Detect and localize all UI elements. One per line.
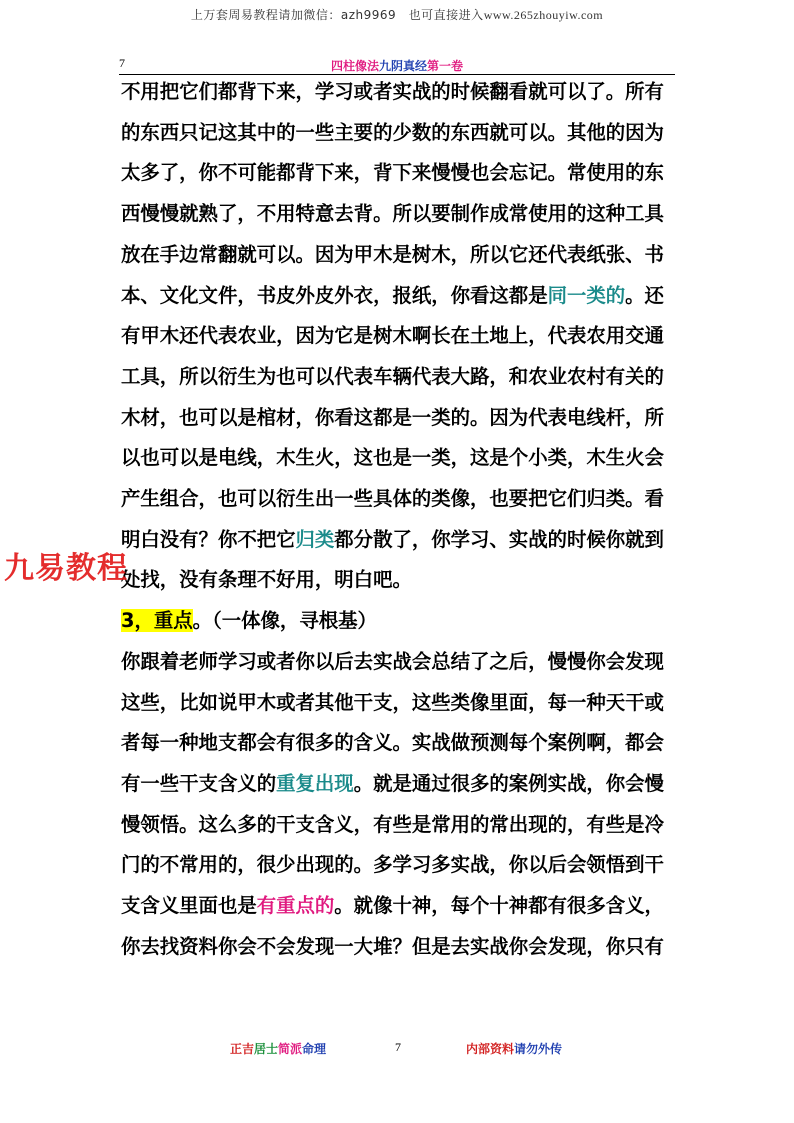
paragraph-1-text-c: 都分散了，你学习、实战的时候你就到处找，没有条理不好用，明白吧。 [121,527,664,592]
top-banner [0,6,794,23]
footer-left-part4: 命理 [302,1042,327,1056]
footer-left [230,1040,326,1057]
footer-right-part2: 请勿外传 [514,1042,563,1056]
paragraph-1-text-b: 。还有甲木还代表农业，因为它是树木啊长在土地上，代表农用交通工具，所以衍生为也可以代表车辆代表大路，和农业农村有关的木材，也可以是棺材，你看这都是一类的。因为代表电线杆，所以也可以是电线，木生火，这也是一类，这是个小类，木生火会产生组合，也可以衍生出一些具体的类像，也要把它们归类。看明白没有？你不把它 [121,283,664,551]
page-footer [0,1040,794,1060]
header-title-part2: 九阴真经 [378,59,427,73]
header-page-number: 7 [119,56,125,70]
paragraph-2-text-b: 。就是通过很多的案例实战，你会慢慢领悟。这么多的干支含义，有些是常用的常出现的，有些是冷门的不常用的，很少出现的。多学习多实战，你以后会领悟到干支含义里面也是 [121,771,664,918]
header-title-part1: 四柱像法 [330,59,379,73]
footer-page-number: 7 [395,1040,401,1054]
paragraph-2-text-a: 你跟着老师学习或者你以后去实战会总结了之后，慢慢你会发现这些，比如说甲木或者其他干支，这些类像里面，每一种天干或者每一种地支都会有很多的含义。实战做预测每个案例啊，都会有一些干支含义的 [121,649,664,795]
section-title: 重点 [153,609,193,633]
page-body [121,72,681,967]
paragraph-2-text-c: 。就像十神，每个十神都有很多含义，你去找资料你会不会发现一大堆？但是去实战你会发现，你只有 [121,894,664,958]
footer-right-part1: 内部资料 [466,1042,515,1056]
banner-text: 上万套周易教程请加微信：azh9969 也可直接进入 [190,8,484,22]
footer-right [466,1040,562,1057]
footer-left-part2: 居士 [254,1042,279,1056]
paragraph-1-highlight-a: 同一类的 [547,283,626,307]
paragraph-1 [121,72,681,601]
paragraph-1-text-a: 不用把它们都背下来，学习或者实战的时候翻看就可以了。所有的东西只记这其中的一些主要的少数的东西就可以。其他的因为太多了，你不可能都背下来，背下来慢慢也会忘记。常使用的东西慢慢就熟了，不用特意去背。所以要制作成常使用的这种工具放在手边常翻就可以。因为甲木是树木，所以它还代表纸张、书本、文化文件，书皮外皮外衣，报纸，你看这都是 [121,80,664,307]
section-heading [121,601,681,642]
footer-left-part1: 正吉 [230,1042,255,1056]
section-note: 。（一体像，寻根基） [192,609,377,633]
banner-url[interactable]: www.265zhouyiw.com [483,8,604,22]
paragraph-2-highlight-b: 有重点的 [256,894,335,918]
footer-left-part3: 简派 [278,1042,303,1056]
paragraph-2-highlight-a: 重复出现 [276,771,354,795]
watermark-logo: 九易教程 [4,551,128,586]
section-number: 3， [121,609,154,633]
paragraph-2 [121,642,681,968]
paragraph-1-highlight-b: 归类 [295,527,335,551]
header-title-part3: 第一卷 [427,59,464,73]
